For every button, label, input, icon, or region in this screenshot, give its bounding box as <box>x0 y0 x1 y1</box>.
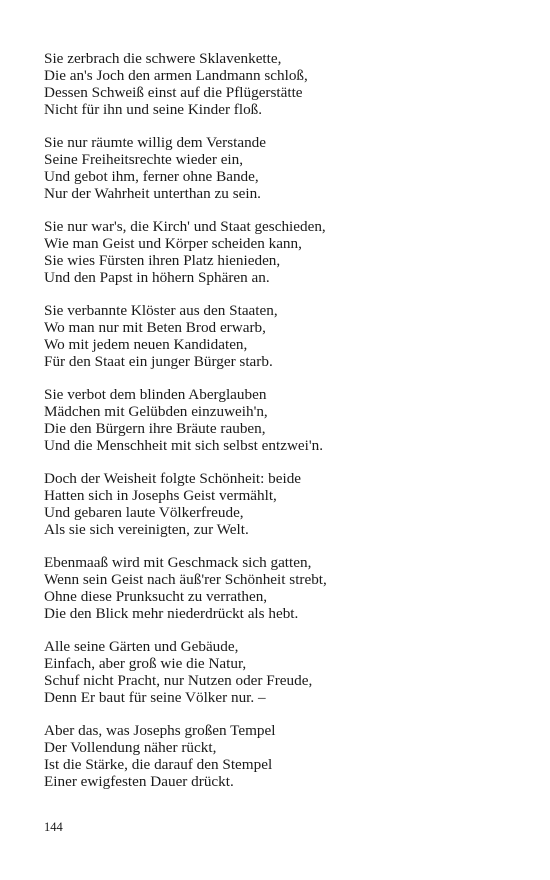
poem-line: Alle seine Gärten und Gebäude, <box>44 638 239 655</box>
stanza <box>44 554 524 622</box>
poem-line: Der Vollendung näher rückt, <box>44 739 217 756</box>
poem-line: Ebenmaaß wird mit Geschmack sich gatten, <box>44 554 312 571</box>
poem-line: Wo mit jedem neuen Kandidaten, <box>44 336 248 353</box>
poem-line: Und die Menschheit mit sich selbst entzwei'n. <box>44 437 324 454</box>
poem-line: Aber das, was Josephs großen Tempel <box>44 722 276 739</box>
poem-line: Seine Freiheitsrechte wieder ein, <box>44 151 244 168</box>
poem-line: Ist die Stärke, die darauf den Stempel <box>44 756 273 773</box>
poem-line: Und gebaren laute Völkerfreude, <box>44 504 244 521</box>
stanza <box>44 638 524 706</box>
poem-line: Und den Papst in höhern Sphären an. <box>44 269 270 286</box>
poem-line: Hatten sich in Josephs Geist vermählt, <box>44 487 277 504</box>
poem-line: Die an's Joch den armen Landmann schloß, <box>44 67 308 84</box>
poem-line: Die den Bürgern ihre Bräute rauben, <box>44 420 266 437</box>
poem-line: Wenn sein Geist nach äuß'rer Schönheit strebt, <box>44 571 327 588</box>
poem-line: Einer ewigfesten Dauer drückt. <box>44 773 234 790</box>
stanza <box>44 722 524 790</box>
poem-line: Für den Staat ein junger Bürger starb. <box>44 353 273 370</box>
poem-line: Wo man nur mit Beten Brod erwarb, <box>44 319 266 336</box>
page-number: 144 <box>44 820 63 834</box>
poem-line: Sie wies Fürsten ihren Platz hienieden, <box>44 252 281 269</box>
poem-line: Ohne diese Prunksucht zu verrathen, <box>44 588 268 605</box>
poem-line: Sie nur war's, die Kirch' und Staat geschieden, <box>44 218 326 235</box>
poem-line: Sie zerbrach die schwere Sklavenkette, <box>44 50 282 67</box>
stanza <box>44 218 524 286</box>
poem-line: Wie man Geist und Körper scheiden kann, <box>44 235 302 252</box>
poem-line: Einfach, aber groß wie die Natur, <box>44 655 247 672</box>
poem-line: Nicht für ihn und seine Kinder floß. <box>44 101 263 118</box>
poem-line: Und gebot ihm, ferner ohne Bande, <box>44 168 259 185</box>
stanza <box>44 134 524 202</box>
poem-line: Nur der Wahrheit unterthan zu sein. <box>44 185 261 202</box>
poem-line: Mädchen mit Gelübden einzuweih'n, <box>44 403 268 420</box>
poem-line: Sie verbannte Klöster aus den Staaten, <box>44 302 278 319</box>
stanza <box>44 470 524 538</box>
poem-line: Schuf nicht Pracht, nur Nutzen oder Freude, <box>44 672 313 689</box>
poem-line: Als sie sich vereinigten, zur Welt. <box>44 521 249 538</box>
poem-line: Die den Blick mehr niederdrückt als hebt. <box>44 605 299 622</box>
stanza <box>44 302 524 370</box>
poem-line: Sie nur räumte willig dem Verstande <box>44 134 266 151</box>
poem-line: Dessen Schweiß einst auf die Pflügerstätte <box>44 84 303 101</box>
poem-line: Sie verbot dem blinden Aberglauben <box>44 386 267 403</box>
stanza <box>44 50 524 118</box>
poem-body <box>44 50 524 806</box>
stanza <box>44 386 524 454</box>
poem-line: Doch der Weisheit folgte Schönheit: beide <box>44 470 302 487</box>
poem-line: Denn Er baut für seine Völker nur. – <box>44 689 266 706</box>
